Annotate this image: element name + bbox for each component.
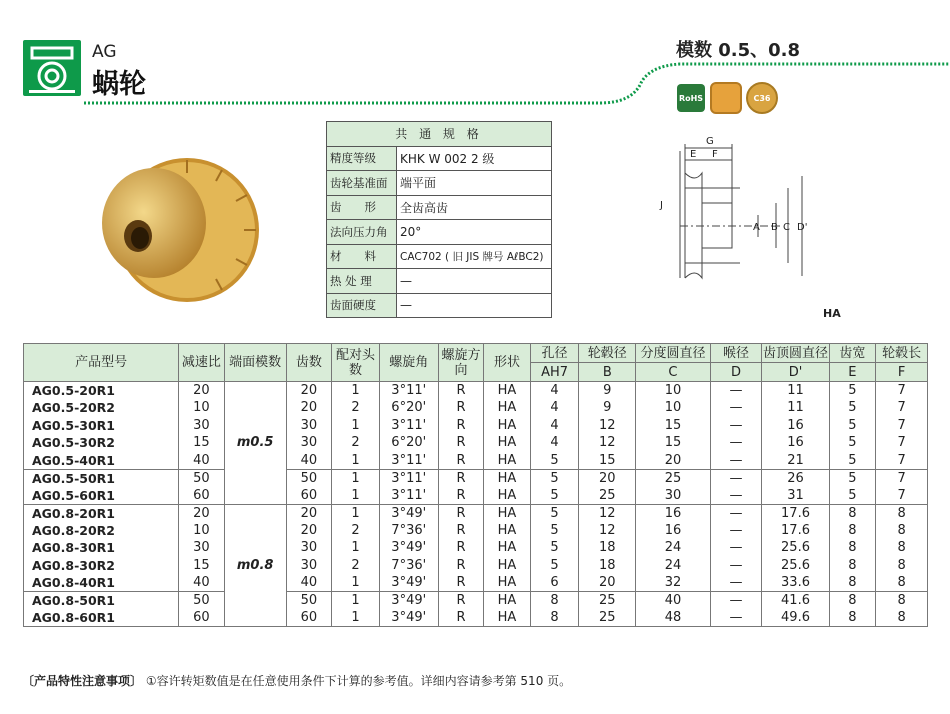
model-cell: AG0.8-40R1 <box>24 574 179 592</box>
table-cell: 50 <box>179 469 225 487</box>
table-cell: 8 <box>829 592 876 610</box>
table-cell: 3°11' <box>379 487 438 505</box>
col-header: 齿顶圆直径 <box>763 345 829 361</box>
table-cell: 8 <box>530 592 579 610</box>
table-cell: 1 <box>332 504 380 522</box>
table-row <box>24 609 928 627</box>
table-cell: 1 <box>332 609 380 627</box>
table-cell: 20 <box>286 522 332 540</box>
table-cell: 5 <box>829 399 876 417</box>
table-cell: 7 <box>876 399 928 417</box>
table-cell: 12 <box>579 434 636 452</box>
dim-label: J <box>660 200 663 211</box>
table-cell: 1 <box>332 382 380 400</box>
model-cell: AG0.5-40R1 <box>24 452 179 470</box>
table-cell: 3°49' <box>379 609 438 627</box>
col-header: 产品型号 <box>24 344 179 382</box>
model-cell: AG0.5-60R1 <box>24 487 179 505</box>
col-header: 螺旋方向 <box>438 344 484 382</box>
table-cell: 17.6 <box>762 522 829 540</box>
table-row <box>24 504 928 522</box>
table-cell: R <box>438 469 484 487</box>
model-cell: AG0.8-30R1 <box>24 539 179 557</box>
table-cell: — <box>710 399 762 417</box>
table-cell: HA <box>484 399 531 417</box>
table-cell: 3°11' <box>379 417 438 435</box>
table-cell: 15 <box>179 557 225 575</box>
table-cell: 30 <box>179 417 225 435</box>
spec-value: 端平面 <box>397 171 552 196</box>
table-cell: 5 <box>829 417 876 435</box>
spec-key: 齿面硬度 <box>327 293 397 318</box>
table-cell: 40 <box>286 452 332 470</box>
table-cell: 7 <box>876 469 928 487</box>
table-cell: 7 <box>876 382 928 400</box>
table-cell: HA <box>484 574 531 592</box>
spec-value: — <box>397 293 552 318</box>
table-cell: 8 <box>876 574 928 592</box>
model-cell: AG0.8-20R1 <box>24 504 179 522</box>
table-cell: 11 <box>762 382 829 400</box>
material-icon <box>710 82 742 114</box>
table-cell: HA <box>484 487 531 505</box>
table-cell: 5 <box>530 487 579 505</box>
table-row <box>24 382 928 400</box>
spec-table-title: 共 通 规 格 <box>327 122 552 147</box>
footnote <box>22 672 571 689</box>
dim-label: G <box>706 136 714 147</box>
table-cell: 5 <box>829 452 876 470</box>
table-cell: 30 <box>286 557 332 575</box>
table-cell: 31 <box>762 487 829 505</box>
shape-label: HA <box>823 307 841 320</box>
table-cell: 20 <box>579 574 636 592</box>
table-cell: 30 <box>286 434 332 452</box>
table-cell: 26 <box>762 469 829 487</box>
table-cell: 1 <box>332 574 380 592</box>
table-cell: — <box>710 609 762 627</box>
table-cell: 20 <box>179 382 225 400</box>
rohs-badge: RoHS <box>677 84 705 112</box>
model-cell: AG0.5-50R1 <box>24 469 179 487</box>
dimension-drawing <box>640 128 820 308</box>
col-subheader: AH7 <box>530 363 579 382</box>
col-header: 分度圆直径 <box>636 344 710 363</box>
table-cell: 16 <box>762 434 829 452</box>
table-cell: HA <box>484 452 531 470</box>
table-cell: 15 <box>579 452 636 470</box>
table-cell: 5 <box>530 504 579 522</box>
table-cell: 25 <box>579 609 636 627</box>
dim-label: D' <box>797 222 808 233</box>
table-cell: 20 <box>636 452 710 470</box>
table-cell: 5 <box>530 469 579 487</box>
module-cell: m0.5 <box>224 382 286 505</box>
col-header: 减速比 <box>179 344 225 382</box>
table-cell: — <box>710 522 762 540</box>
col-header: 孔径 <box>530 344 579 363</box>
table-cell: 1 <box>332 452 380 470</box>
model-cell: AG0.5-20R1 <box>24 382 179 400</box>
col-header: 端面模数 <box>224 344 286 382</box>
footnote-text: ①容许转矩数值是在任意使用条件下计算的参考值。详细内容请参考第 510 页。 <box>145 674 572 688</box>
table-cell: 20 <box>286 399 332 417</box>
col-subheader: C <box>636 363 710 382</box>
col-header: 轮毂径 <box>579 344 636 363</box>
model-cell: AG0.5-20R2 <box>24 399 179 417</box>
spec-value: CAC702 ( 旧 JIS 牌号 AℓBC2) <box>397 244 552 269</box>
table-cell: 8 <box>876 522 928 540</box>
table-cell: 25.6 <box>762 539 829 557</box>
table-cell: — <box>710 557 762 575</box>
model-cell: AG0.8-50R1 <box>24 592 179 610</box>
table-cell: 8 <box>829 609 876 627</box>
table-cell: 7°36' <box>379 557 438 575</box>
spec-value: — <box>397 269 552 294</box>
table-cell: 8 <box>829 557 876 575</box>
col-header: 螺旋角 <box>379 344 438 382</box>
table-cell: 8 <box>829 539 876 557</box>
table-cell: 8 <box>876 609 928 627</box>
table-cell: 24 <box>636 557 710 575</box>
table-row <box>24 539 928 557</box>
table-cell: 7 <box>876 434 928 452</box>
col-subheader: D' <box>762 363 829 382</box>
table-cell: — <box>710 417 762 435</box>
table-cell: — <box>710 469 762 487</box>
spec-value: KHK W 002 2 级 <box>397 146 552 171</box>
table-cell: 24 <box>636 539 710 557</box>
module-cell: m0.8 <box>224 504 286 627</box>
table-cell: 1 <box>332 592 380 610</box>
table-cell: 21 <box>762 452 829 470</box>
table-cell: 20 <box>579 469 636 487</box>
table-cell: 1 <box>332 417 380 435</box>
table-cell: R <box>438 452 484 470</box>
model-cell: AG0.8-60R1 <box>24 609 179 627</box>
table-cell: 7 <box>876 487 928 505</box>
table-cell: 9 <box>579 382 636 400</box>
table-cell: 8 <box>829 574 876 592</box>
table-cell: 25 <box>579 487 636 505</box>
worm-gear-image <box>92 135 262 310</box>
model-cell: AG0.8-20R2 <box>24 522 179 540</box>
table-cell: 1 <box>332 469 380 487</box>
product-table <box>23 343 928 627</box>
col-subheader: B <box>579 363 636 382</box>
dim-label: A <box>753 222 760 233</box>
table-cell: 8 <box>829 522 876 540</box>
col-header: 喉径 <box>710 344 762 363</box>
table-cell: — <box>710 434 762 452</box>
table-cell: 15 <box>636 434 710 452</box>
table-row <box>24 592 928 610</box>
table-cell: — <box>710 487 762 505</box>
model-cell: AG0.5-30R2 <box>24 434 179 452</box>
table-cell: 7 <box>876 417 928 435</box>
spec-value: 20° <box>397 220 552 245</box>
table-cell: 30 <box>179 539 225 557</box>
table-cell: 50 <box>286 592 332 610</box>
table-cell: 5 <box>530 539 579 557</box>
table-cell: 4 <box>530 399 579 417</box>
table-cell: 8 <box>876 557 928 575</box>
table-cell: 8 <box>876 592 928 610</box>
table-cell: 1 <box>332 539 380 557</box>
page-title: 蜗轮 <box>92 69 146 100</box>
table-cell: 3°11' <box>379 452 438 470</box>
table-cell: 41.6 <box>762 592 829 610</box>
table-row <box>24 434 928 452</box>
table-cell: HA <box>484 504 531 522</box>
table-cell: 4 <box>530 382 579 400</box>
product-code: AG <box>92 42 117 62</box>
spec-value: 全齿高齿 <box>397 195 552 220</box>
model-cell: AG0.5-30R1 <box>24 417 179 435</box>
table-cell: 50 <box>179 592 225 610</box>
table-row <box>24 399 928 417</box>
table-cell: 20 <box>179 504 225 522</box>
table-cell: 5 <box>530 452 579 470</box>
col-subheader: E <box>829 363 876 382</box>
table-cell: 12 <box>579 417 636 435</box>
table-cell: 2 <box>332 399 380 417</box>
table-cell: 8 <box>876 539 928 557</box>
table-cell: 4 <box>530 417 579 435</box>
table-cell: 2 <box>332 522 380 540</box>
table-cell: 30 <box>286 417 332 435</box>
table-cell: 11 <box>762 399 829 417</box>
table-cell: 25 <box>636 469 710 487</box>
table-cell: 33.6 <box>762 574 829 592</box>
table-cell: 18 <box>579 557 636 575</box>
table-cell: R <box>438 574 484 592</box>
model-cell: AG0.8-30R2 <box>24 557 179 575</box>
table-cell: R <box>438 557 484 575</box>
table-row <box>24 487 928 505</box>
table-cell: — <box>710 574 762 592</box>
table-cell: 25.6 <box>762 557 829 575</box>
table-cell: R <box>438 434 484 452</box>
table-cell: 60 <box>286 487 332 505</box>
table-cell: R <box>438 539 484 557</box>
table-cell: R <box>438 487 484 505</box>
table-row <box>24 522 928 540</box>
spec-key: 齿轮基准面 <box>327 171 397 196</box>
table-cell: 2 <box>332 434 380 452</box>
table-cell: R <box>438 417 484 435</box>
table-cell: HA <box>484 609 531 627</box>
table-cell: 8 <box>876 504 928 522</box>
table-cell: — <box>710 452 762 470</box>
table-cell: 32 <box>636 574 710 592</box>
table-cell: 6°20' <box>379 434 438 452</box>
col-header: 齿数 <box>286 344 332 382</box>
table-cell: HA <box>484 522 531 540</box>
table-cell: 5 <box>829 382 876 400</box>
table-cell: R <box>438 522 484 540</box>
table-cell: 40 <box>636 592 710 610</box>
table-cell: 30 <box>636 487 710 505</box>
table-cell: 48 <box>636 609 710 627</box>
table-cell: 15 <box>636 417 710 435</box>
product-category-logo <box>23 40 81 96</box>
table-row <box>24 452 928 470</box>
table-cell: 9 <box>579 399 636 417</box>
table-cell: 7°36' <box>379 522 438 540</box>
footnote-label: 〔产品特性注意事项〕 <box>22 674 143 688</box>
table-cell: 5 <box>530 557 579 575</box>
table-cell: 1 <box>332 487 380 505</box>
spec-key: 材 料 <box>327 244 397 269</box>
spec-key: 热 处 理 <box>327 269 397 294</box>
table-cell: — <box>710 592 762 610</box>
table-cell: 3°49' <box>379 504 438 522</box>
table-cell: 10 <box>179 522 225 540</box>
table-cell: 16 <box>636 522 710 540</box>
table-cell: 40 <box>286 574 332 592</box>
table-cell: 40 <box>179 574 225 592</box>
c36-badge: C36 <box>746 82 778 114</box>
table-cell: HA <box>484 382 531 400</box>
table-cell: 10 <box>636 399 710 417</box>
dim-label: E <box>690 149 697 160</box>
table-cell: 40 <box>179 452 225 470</box>
table-cell: 6 <box>530 574 579 592</box>
col-header: 齿宽 <box>829 344 876 363</box>
table-cell: 3°11' <box>379 382 438 400</box>
spec-key: 法向压力角 <box>327 220 397 245</box>
table-cell: 5 <box>829 434 876 452</box>
table-cell: HA <box>484 592 531 610</box>
table-cell: HA <box>484 557 531 575</box>
table-cell: R <box>438 382 484 400</box>
table-row <box>24 417 928 435</box>
table-cell: 50 <box>286 469 332 487</box>
table-cell: R <box>438 399 484 417</box>
col-subheader: D <box>710 363 762 382</box>
table-cell: HA <box>484 539 531 557</box>
col-header: 形状 <box>484 344 531 382</box>
table-cell: HA <box>484 469 531 487</box>
table-cell: — <box>710 382 762 400</box>
table-cell: 8 <box>530 609 579 627</box>
table-cell: 20 <box>286 504 332 522</box>
table-cell: 3°49' <box>379 574 438 592</box>
table-cell: 5 <box>829 469 876 487</box>
table-cell: 12 <box>579 522 636 540</box>
table-cell: 60 <box>179 487 225 505</box>
table-cell: 8 <box>829 504 876 522</box>
table-cell: 25 <box>579 592 636 610</box>
col-header: 轮毂长 <box>876 344 928 363</box>
table-cell: 4 <box>530 434 579 452</box>
table-cell: 7 <box>876 452 928 470</box>
table-cell: R <box>438 609 484 627</box>
table-cell: 20 <box>286 382 332 400</box>
table-row <box>24 574 928 592</box>
common-spec-table <box>326 121 552 318</box>
table-cell: 10 <box>179 399 225 417</box>
table-cell: HA <box>484 417 531 435</box>
table-cell: 5 <box>829 487 876 505</box>
dim-label: C <box>783 222 790 233</box>
table-cell: 10 <box>636 382 710 400</box>
table-cell: 60 <box>286 609 332 627</box>
table-cell: 3°49' <box>379 592 438 610</box>
table-cell: 6°20' <box>379 399 438 417</box>
dim-label: B <box>771 222 778 233</box>
table-cell: 16 <box>636 504 710 522</box>
table-cell: 3°49' <box>379 539 438 557</box>
dim-label: F <box>712 149 718 160</box>
col-subheader: F <box>876 363 928 382</box>
table-cell: 15 <box>179 434 225 452</box>
table-cell: 18 <box>579 539 636 557</box>
table-cell: 60 <box>179 609 225 627</box>
spec-key: 精度等级 <box>327 146 397 171</box>
table-cell: R <box>438 592 484 610</box>
table-cell: 16 <box>762 417 829 435</box>
table-cell: — <box>710 539 762 557</box>
table-cell: 17.6 <box>762 504 829 522</box>
table-cell: R <box>438 504 484 522</box>
table-row <box>24 557 928 575</box>
table-cell: — <box>710 504 762 522</box>
table-row <box>24 469 928 487</box>
table-cell: 30 <box>286 539 332 557</box>
module-range: 模数 0.5、0.8 <box>676 40 801 61</box>
table-cell: 49.6 <box>762 609 829 627</box>
col-header: 配对头数 <box>332 344 380 382</box>
table-cell: 5 <box>530 522 579 540</box>
table-cell: 3°11' <box>379 469 438 487</box>
table-cell: HA <box>484 434 531 452</box>
spec-key: 齿 形 <box>327 195 397 220</box>
table-cell: 12 <box>579 504 636 522</box>
table-cell: 2 <box>332 557 380 575</box>
